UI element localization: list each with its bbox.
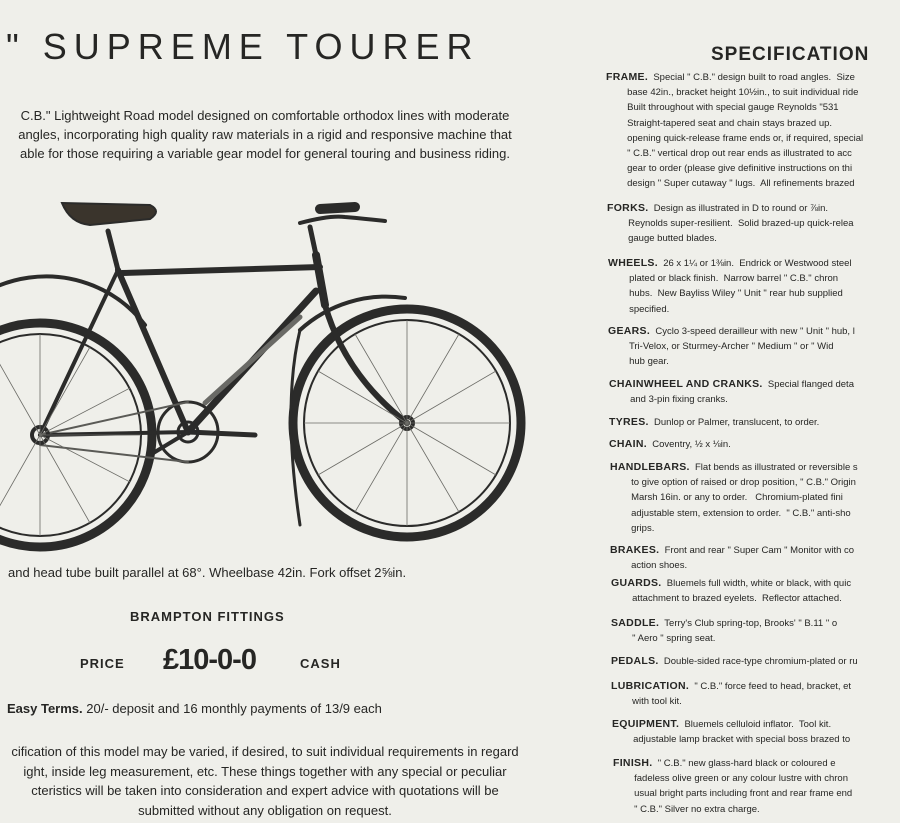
spec-item-text: Coventry, ½ x ⅛in. [646,439,731,450]
spec-item-label: PEDALS. [611,655,659,667]
spec-item-label: TYRES. [609,416,649,428]
spec-item [609,437,900,452]
spec-item [612,717,900,747]
spec-item-label: GUARDS. [611,577,662,589]
spec-item [609,415,900,430]
spec-item-label: FRAME. [606,71,649,83]
spec-item-text: Dunlop or Palmer, translucent, to order. [648,417,820,428]
spec-item-label: CHAIN. [609,438,647,450]
cash-label: CASH [300,656,341,671]
spec-item-text: Special flanged deta and 3-pin fixing cranks. [630,379,854,406]
model-title: " SUPREME TOURER [6,26,480,67]
specification-panel [600,0,900,823]
bicycle-illustration [0,195,540,555]
spec-item-text: Terry's Club spring-top, Brooks' " B.11 " o " Aero " spring seat. [632,618,838,645]
spec-item-label: SADDLE. [611,617,660,629]
spec-item-label: HANDLEBARS. [610,461,690,473]
spec-item-text: Design as illustrated in D to round or ⅞in. Reynolds super-resilient. Solid brazed-up quick-relea gauge butted blades. [628,203,854,245]
spec-item-label: GEARS. [608,325,651,337]
spec-item-label: FINISH. [613,757,653,769]
spec-item [608,256,900,317]
specification-heading: SPECIFICATION [711,44,870,65]
easy-terms-text: 20/- deposit and 16 monthly payments of 13/9 each [82,701,382,716]
spec-item-label: EQUIPMENT. [612,718,680,730]
spec-item-text: " C.B." new glass-hard black or coloured e fadeless olive green or any colour lustre with chron usual bright parts including front and rear frame end " C.B." Silver no extra charge. [634,758,853,815]
spec-item-label: BRAKES. [610,544,660,556]
customisation-note: cification of this model may be varied, if desired, to suit individual requirements in regard ight, inside leg measurement, etc. These things together with any special or peculiar cteristics will be taken into consideration and expert advice with quotations will be submitted without any obligation on request. [11,744,519,818]
spec-item-label: WHEELS. [608,257,658,269]
price-value: £10-0-0 [163,644,256,676]
easy-terms [7,701,382,716]
spec-item-text: " C.B." force feed to head, bracket, et with tool kit. [632,681,852,708]
spec-item [610,460,900,536]
spec-item [609,377,900,407]
spec-item-text: Cyclo 3-speed derailleur with new " Unit " hub, l Tri-Velox, or Sturmey-Archer " Medium " or " Wid hub gear. [628,326,855,368]
spec-item-text: Flat bends as illustrated or reversible s to give option of raised or drop position, " C.B." Origin Marsh 16in. or any to order. Chromium-plated fini adjustable stem, extension to order. " C.B." anti-sho grips. [631,462,858,534]
spec-item [608,324,900,370]
spec-item [607,201,900,247]
easy-terms-label: Easy Terms. [7,701,83,716]
spec-item-text: Front and rear " Super Cam " Monitor with co action shoes. [631,545,855,572]
model-introduction: C.B." Lightweight Road model designed on comfortable orthodox lines with moderate angles, incorporating high quality raw materials in a rigid and responsive machine that able for those requiring a variable gear model for general touring and business riding. [18,108,512,161]
spec-item [611,576,900,606]
price-label: PRICE [80,656,125,671]
spec-item-text: Double-sided race-type chromium-plated or ru [658,656,858,667]
spec-item [606,70,900,192]
spec-item-text: Bluemels full width, white or black, with quic attachment to brazed eyelets. Reflector attached. [632,578,852,605]
frame-geometry-text: and head tube built parallel at 68°. Wheelbase 42in. Fork offset 2⅝in. [8,565,407,580]
spec-item-label: LUBRICATION. [611,680,690,692]
spec-item-text: Special " C.B." design built to road angles. Size base 42in., bracket height 10½in., to suit individual ride Built throughout with special gauge Reynolds "531 Straight-tapered seat and chain stays brazed up. opening quick-release frame ends or, if required, special " C.B." vertical drop out rear ends as illustrated to acc gear to order (please give definitive instructions on thi design " Super cutaway " lugs. All refinements brazed [627,72,864,190]
spec-item [613,756,900,817]
fittings-heading: BRAMPTON FITTINGS [130,609,285,624]
spec-item-label: FORKS. [607,202,649,214]
spec-item-text: 26 x 1¼ or 1⅜in. Endrick or Westwood steel plated or black finish. Narrow barrel " C.B." chron hubs. New Bayliss Wiley " Unit " rear hub supplied specified. [629,258,852,315]
spec-item [610,543,900,573]
spec-item-text: Bluemels celluloid inflator. Tool kit. adjustable lamp bracket with special boss brazed to [633,719,851,746]
spec-item-label: CHAINWHEEL AND CRANKS. [609,378,763,390]
spec-item [611,616,900,646]
spec-item [611,679,900,709]
spec-item [611,654,900,669]
